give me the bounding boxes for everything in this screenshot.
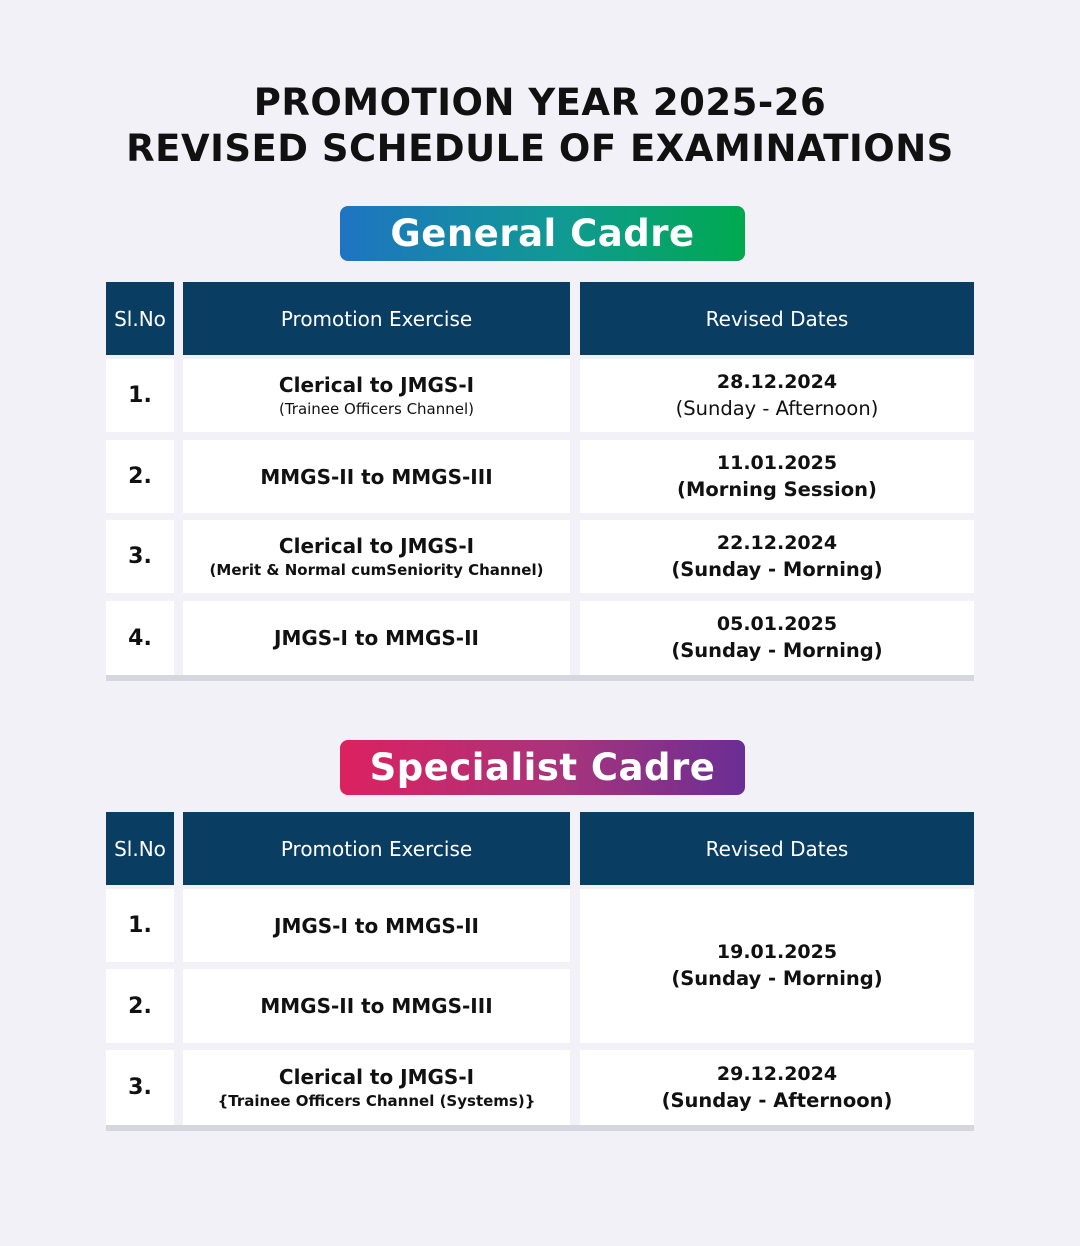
exercise-cell xyxy=(183,969,570,1043)
exercise-title: Clerical to JMGS-I xyxy=(278,1064,475,1089)
page-title xyxy=(0,80,1080,172)
sl-no-cell: 2. xyxy=(106,440,174,513)
exercise-title: JMGS-I to MMGS-II xyxy=(274,913,479,938)
sl-no-cell: 1. xyxy=(106,359,174,432)
specialist-cadre-badge: Specialist Cadre xyxy=(340,740,745,795)
merged-date-cell xyxy=(580,889,974,1043)
exam-date: 29.12.2024 xyxy=(716,1062,838,1085)
sl-no-cell: 3. xyxy=(106,520,174,593)
header-revised-dates: Revised Dates xyxy=(580,282,974,355)
exam-session: (Sunday - Afternoon) xyxy=(661,1088,893,1112)
sl-no-cell: 1. xyxy=(106,889,174,962)
exam-session: (Sunday - Morning) xyxy=(671,967,883,990)
exam-date: 19.01.2025 xyxy=(716,941,838,963)
exam-session: (Morning Session) xyxy=(677,477,877,501)
exercise-cell xyxy=(183,440,570,513)
exercise-title: MMGS-II to MMGS-III xyxy=(260,994,493,1018)
exercise-subtitle: {Trainee Officers Channel (Systems)} xyxy=(217,1091,536,1110)
exercise-cell xyxy=(183,889,570,962)
exam-session: (Sunday - Morning) xyxy=(671,639,883,662)
date-cell xyxy=(580,1050,974,1125)
date-cell xyxy=(580,440,974,513)
exercise-title: Clerical to JMGS-I xyxy=(278,533,475,558)
date-cell xyxy=(580,359,974,432)
exam-session: (Sunday - Morning) xyxy=(671,557,883,581)
exercise-title: MMGS-II to MMGS-III xyxy=(260,464,493,489)
date-cell xyxy=(580,601,974,675)
exercise-cell xyxy=(183,601,570,675)
sl-no-cell: 2. xyxy=(106,969,174,1043)
exercise-cell xyxy=(183,520,570,593)
header-promotion-exercise: Promotion Exercise xyxy=(183,282,570,355)
header-revised-dates: Revised Dates xyxy=(580,812,974,885)
exam-date: 28.12.2024 xyxy=(716,370,838,393)
exercise-title: JMGS-I to MMGS-II xyxy=(274,626,479,650)
header-promotion-exercise: Promotion Exercise xyxy=(183,812,570,885)
title-line-2: REVISED SCHEDULE OF EXAMINATIONS xyxy=(126,127,954,170)
exercise-title: Clerical to JMGS-I xyxy=(278,372,475,397)
sl-no-cell: 3. xyxy=(106,1050,174,1125)
sl-no-cell: 4. xyxy=(106,601,174,675)
exercise-subtitle: (Trainee Officers Channel) xyxy=(278,399,475,418)
exam-date: 22.12.2024 xyxy=(716,531,838,554)
exam-session: (Sunday - Afternoon) xyxy=(675,396,879,420)
exam-date: 11.01.2025 xyxy=(716,451,838,474)
table-bottom-border xyxy=(106,1125,974,1131)
exam-date: 05.01.2025 xyxy=(716,613,838,635)
date-cell xyxy=(580,520,974,593)
header-sl-no: Sl.No xyxy=(106,282,174,355)
exercise-subtitle: (Merit & Normal cumSeniority Channel) xyxy=(209,560,544,579)
header-sl-no: Sl.No xyxy=(106,812,174,885)
table-bottom-border xyxy=(106,675,974,681)
title-line-1: PROMOTION YEAR 2025-26 xyxy=(253,81,827,124)
general-cadre-badge: General Cadre xyxy=(340,206,745,261)
exercise-cell xyxy=(183,359,570,432)
exercise-cell xyxy=(183,1050,570,1125)
